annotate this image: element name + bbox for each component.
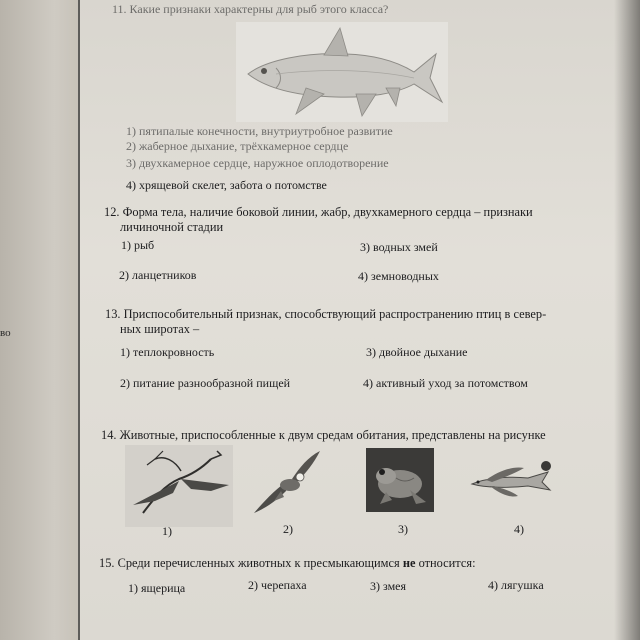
q12-question-line1: 12. Форма тела, наличие боковой линии, жабр, двухкамерного сердца – признаки	[104, 205, 533, 219]
q11-option-2: 2) жаберное дыхание, трёхкамерное сердце	[126, 139, 349, 153]
q13-question-line2: ных широтах –	[120, 322, 200, 336]
q15-option-3: 3) змея	[370, 579, 407, 593]
q15-question	[99, 556, 476, 570]
q14-question: 14. Животные, приспособленные к двум средам обитания, представлены на рисунке	[101, 428, 546, 442]
q13-option-3: 3) двойное дыхание	[366, 345, 468, 359]
q15-question-suffix: относится:	[418, 556, 476, 570]
q14-image-bird	[248, 447, 328, 521]
left-page-fragment: во	[0, 327, 11, 339]
q12-option-3: 3) водных змей	[360, 240, 438, 254]
q14-image-pterosaur	[125, 445, 233, 527]
q13-option-1: 1) теплокровность	[120, 345, 215, 359]
q13-question-line1: 13. Приспособительный признак, способствующий распространению птиц в север-	[105, 307, 547, 321]
q12-option-4: 4) земноводных	[358, 269, 439, 283]
q15-option-4: 4) лягушка	[488, 578, 544, 592]
q13-option-2: 2) питание разнообразной пищей	[120, 376, 291, 390]
q15-question-emphasis: не	[402, 556, 416, 570]
q11-option-1: 1) пятипалые конечности, внутриутробное развитие	[126, 124, 393, 138]
left-page	[0, 0, 78, 640]
q11-fish-image	[236, 22, 448, 122]
q14-image-flying-fish	[466, 456, 564, 506]
page-shadow	[614, 0, 640, 640]
q14-caption-1: 1)	[162, 524, 172, 538]
q14-caption-2: 2)	[283, 522, 293, 536]
q12-option-1: 1) рыб	[121, 238, 155, 252]
q11-option-4: 4) хрящевой скелет, забота о потомстве	[126, 178, 327, 192]
q14-caption-4: 4)	[514, 522, 524, 536]
q15-question-prefix: 15. Среди перечисленных животных к пресмыкающимся	[99, 556, 400, 570]
q14-image-frog	[366, 448, 434, 512]
q11-title: 11. Какие признаки характерны для рыб этого класса?	[112, 2, 389, 16]
q15-option-1: 1) ящерица	[128, 581, 186, 595]
q15-option-2: 2) черепаха	[248, 578, 307, 592]
q12-option-2: 2) ланцетников	[119, 268, 197, 282]
q13-option-4: 4) активный уход за потомством	[363, 376, 528, 390]
q14-caption-3: 3)	[398, 522, 408, 536]
q12-question-line2: личиночной стадии	[120, 220, 224, 234]
q11-option-3: 3) двухкамерное сердце, наружное оплодотворение	[126, 156, 389, 170]
